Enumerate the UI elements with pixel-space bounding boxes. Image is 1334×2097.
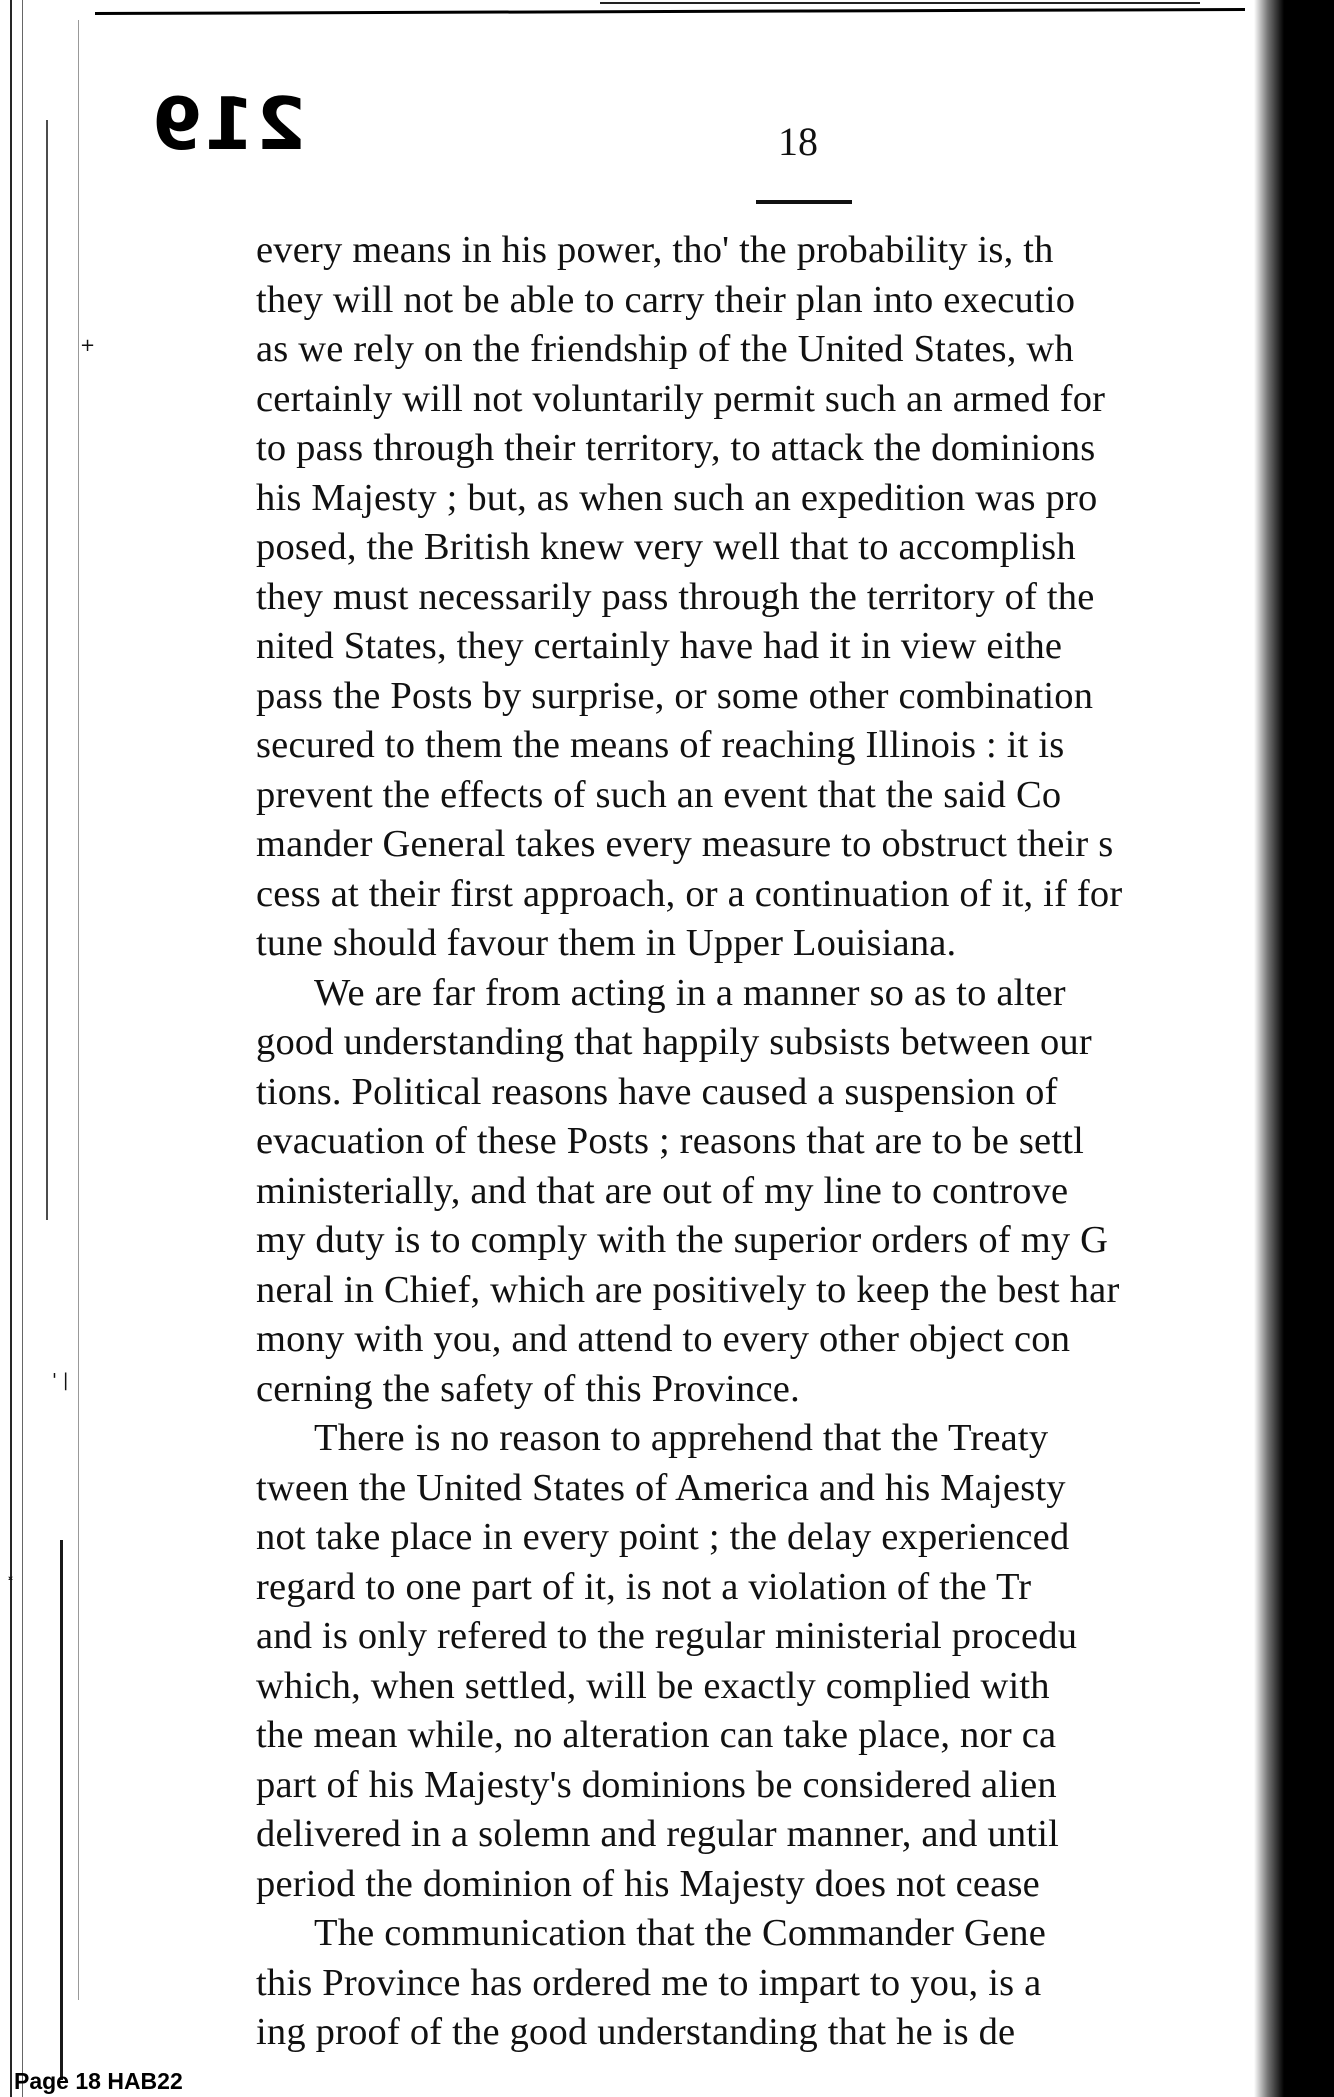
text-line: regard to one part of it, is not a violation of the Tr	[256, 1565, 1032, 1608]
text-line: There is no reason to apprehend that the Treaty	[314, 1417, 1049, 1459]
text-line: they will not be able to carry their plan into executio	[256, 278, 1076, 321]
text-line: delivered in a solemn and regular manner, and until	[256, 1813, 1059, 1855]
text-line: nited States, they certainly have had it in view eithe	[256, 625, 1063, 667]
text-line: as we rely on the friendship of the United States, wh	[256, 328, 1074, 370]
text-line: this Province has ordered me to impart to you, is a	[256, 1961, 1042, 2004]
text-line: ministerially, and that are out of my line to controve	[256, 1169, 1069, 1212]
text-line: cess at their first approach, or a continuation of it, if for	[256, 872, 1123, 915]
page-number: 18	[778, 119, 818, 164]
binding-shadow-line	[10, 0, 12, 2097]
text-line: certainly will not voluntarily permit such an armed for	[256, 377, 1106, 420]
text-line: secured to them the means of reaching Illinois : it is	[256, 724, 1065, 766]
text-line: posed, the British knew very well that to accomplish	[256, 526, 1076, 568]
binding-shadow-line	[60, 1540, 63, 2080]
text-line: the mean while, no alteration can take place, nor ca	[256, 1714, 1057, 1756]
binding-shadow-line	[46, 120, 48, 1220]
top-edge-rule	[600, 2, 1200, 4]
text-line: not take place in every point ; the delay experienced	[256, 1516, 1070, 1558]
footer-page-label: Page 18 HAB22	[14, 2068, 183, 2094]
text-line: his Majesty ; but, as when such an expedition was pro	[256, 476, 1098, 519]
text-line: prevent the effects of such an event that the said Co	[256, 773, 1062, 816]
top-edge-rule	[95, 8, 1245, 15]
text-line: tions. Political reasons have caused a suspension of	[256, 1070, 1058, 1113]
margin-mark: +	[80, 335, 96, 356]
text-line: they must necessarily pass through the territory of the	[256, 575, 1095, 618]
text-line: mony with you, and attend to every other object con	[256, 1318, 1071, 1360]
text-line: neral in Chief, which are positively to keep the best har	[256, 1268, 1120, 1311]
text-line: tween the United States of America and his Majesty	[256, 1466, 1066, 1509]
text-line: pass the Posts by surprise, or some other combination	[256, 674, 1094, 717]
binding-shadow-line	[78, 20, 79, 2000]
page-number-rule	[756, 200, 852, 204]
text-line: part of his Majesty's dominions be considered alien	[256, 1763, 1057, 1806]
text-line: We are far from acting in a manner so as to alter	[314, 971, 1066, 1014]
body-text	[256, 226, 1334, 2058]
text-line: evacuation of these Posts ; reasons that are to be settl	[256, 1120, 1085, 1162]
text-line: ing proof of the good understanding that he is de	[256, 2011, 1016, 2053]
mirrored-stamp-number: 219	[150, 82, 307, 166]
binding-shadow-line	[22, 0, 23, 2097]
text-line: The communication that the Commander Gene	[314, 1912, 1046, 1954]
text-line: my duty is to comply with the superior orders of my G	[256, 1219, 1109, 1261]
text-line: every means in his power, tho' the probability is, th	[256, 229, 1054, 271]
text-line: mander General takes every measure to obstruct their s	[256, 823, 1114, 865]
text-line: which, when settled, will be exactly complied with	[256, 1664, 1050, 1707]
margin-mark: ˟	[6, 1575, 15, 1596]
text-line: cerning the safety of this Province.	[256, 1367, 800, 1410]
text-line: good understanding that happily subsists between our	[256, 1021, 1092, 1063]
text-line: to pass through their territory, to attack the dominions	[256, 427, 1096, 469]
text-line: and is only refered to the regular ministerial procedu	[256, 1615, 1078, 1657]
text-line: period the dominion of his Majesty does not cease	[256, 1862, 1040, 1905]
text-line: tune should favour them in Upper Louisiana.	[256, 922, 957, 964]
dark-scan-edge	[1254, 0, 1334, 2097]
margin-mark: ' |	[52, 1370, 69, 1391]
